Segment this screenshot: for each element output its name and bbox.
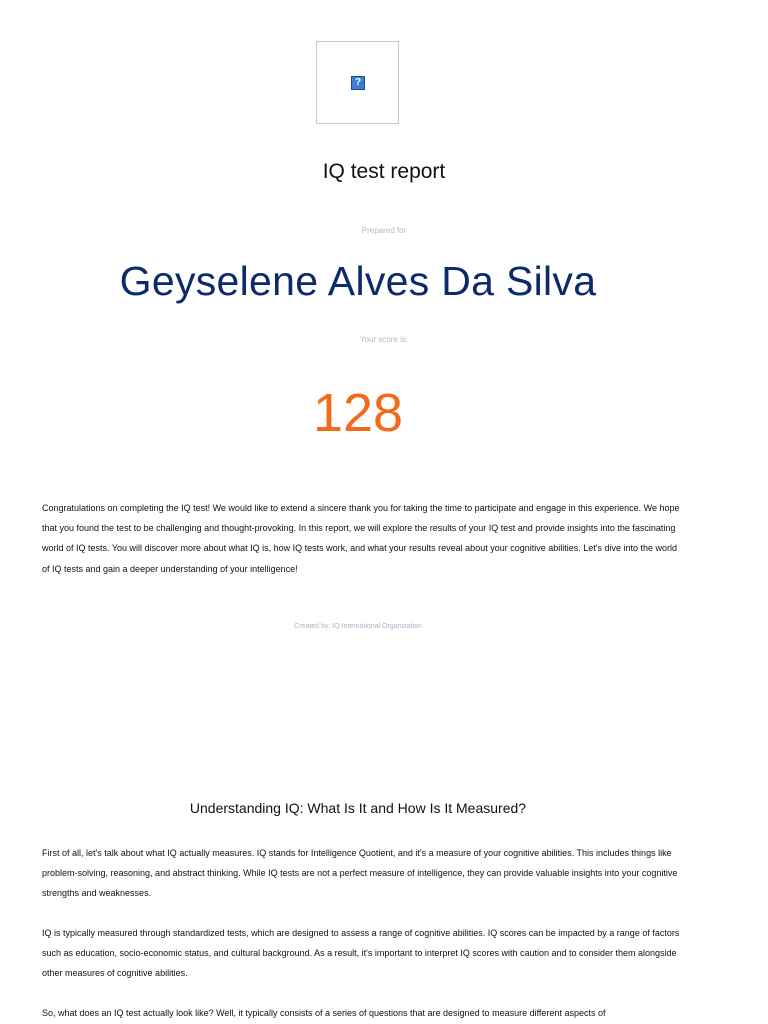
section-paragraph-3: So, what does an IQ test actually look like? Well, it typically consists of a series of questions that are designed to measure different aspects of [42,1008,606,1018]
iq-score: 128 [312,383,404,443]
section-paragraph-1: First of all, let's talk about what IQ actually measures. IQ stands for Intelligence Quotient, and it's a measure of your cognitive abilities. This includes things like problem-solving, reasoning, and abstract thinking. While IQ tests are not a perfect measure of intelligence, they can provide valuable insights into your cognitive strengths and weaknesses. [42,848,678,899]
score-label: Your score is: [359,335,409,344]
broken-image-icon: ? [351,76,365,90]
recipient-name: Geyselene Alves Da Silva [119,258,597,304]
intro-paragraph: Congratulations on completing the IQ test! We would like to extend a sincere thank you for taking the time to participate and engage in this experience. We hope that you found the test to be challenging and thought-provoking. In this report, we will explore the results of your IQ test and provide insights into the fascinating world of IQ tests. You will discover more about what IQ is, how IQ tests work, and what your results reveal about your cognitive abilities. Let's dive into the world of IQ tests and gain a deeper understanding of your intelligence! [42,503,680,574]
prepared-for-label: Prepared for [361,226,407,235]
section-paragraph-2: IQ is typically measured through standardized tests, which are designed to assess a range of cognitive abilities. IQ scores can be impacted by a range of factors such as education, socio-economic status, and cultural background. As a result, it's important to interpret IQ scores with caution and to consider them alongside other measures of cognitive abilities. [42,928,680,979]
created-by: Created by: IQ International Organization [294,623,422,630]
logo-placeholder [316,41,399,124]
report-title: IQ test report [322,160,446,183]
section-title: Understanding IQ: What Is It and How Is It Measured? [189,800,527,816]
